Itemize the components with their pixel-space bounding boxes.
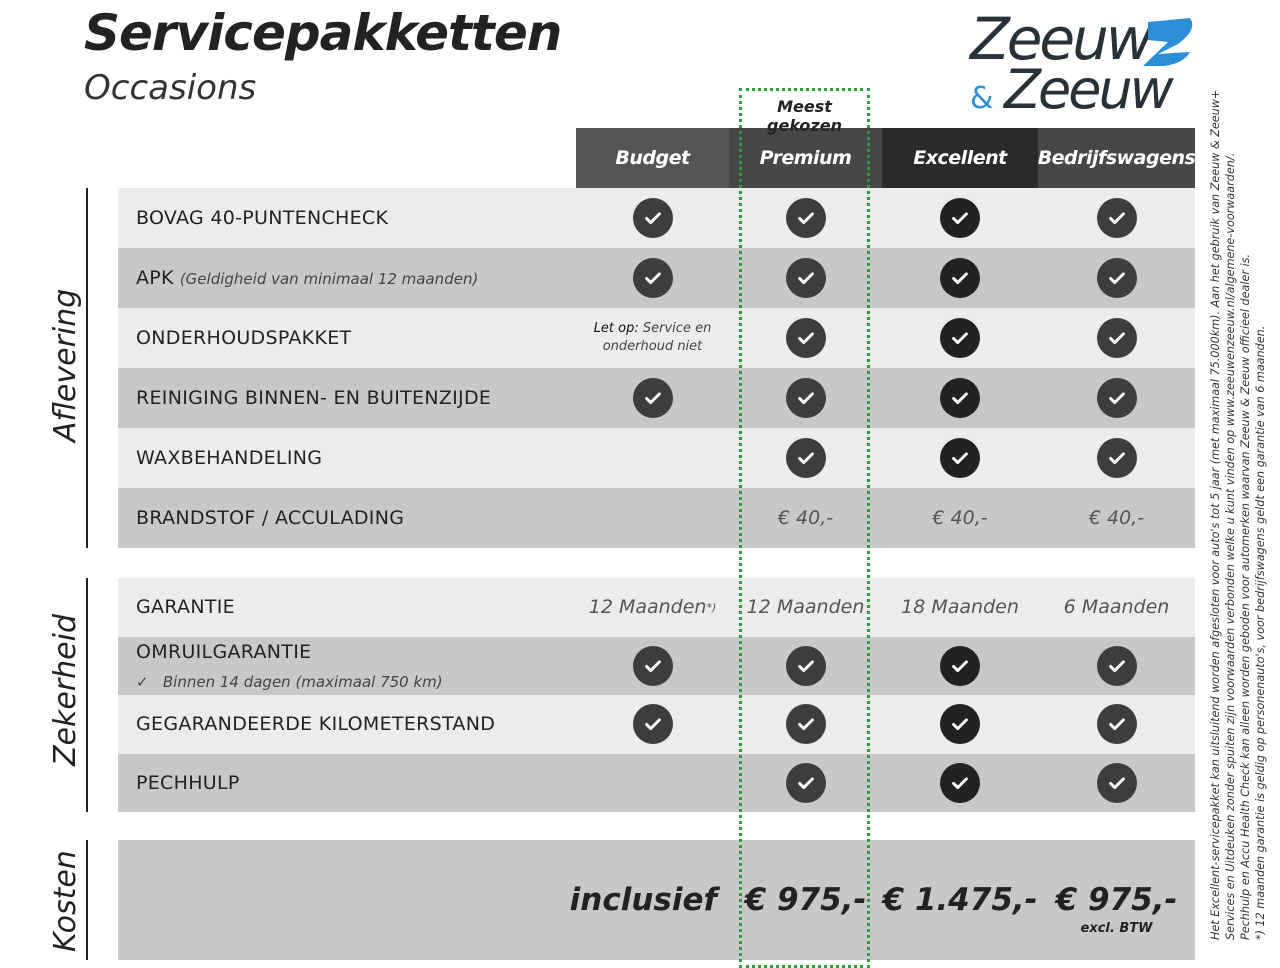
section-divider: [86, 188, 88, 548]
cell-value: € 40,-: [777, 507, 834, 529]
cell-bedrijfswagens: [1038, 637, 1195, 696]
check-icon: [633, 198, 673, 238]
cell-budget: [576, 488, 729, 548]
cell-budget: [576, 368, 729, 428]
cell-bedrijfswagens: [1038, 368, 1195, 428]
cell-value: 12 Maanden: [746, 596, 865, 619]
check-icon: [1097, 438, 1137, 478]
table-row: [118, 488, 1195, 548]
page-subtitle: Occasions: [84, 68, 257, 108]
cell-bedrijfswagens: [1038, 488, 1195, 548]
cell-budget: [576, 578, 729, 637]
row-note: (Geldigheid van minimaal 12 maanden): [179, 270, 479, 288]
cell-bedrijfswagens: [1038, 754, 1195, 813]
cell-bedrijfswagens: [1038, 248, 1195, 308]
check-icon: [940, 258, 980, 298]
footnote: Pechhulp en Accu Health Check kan alleen worden geboden voor automerken waarvan Zeeuw & Zeeuw officieel dealer is.: [1239, 253, 1252, 940]
cell-bedrijfswagens: [1038, 578, 1195, 637]
excl-btw-label: excl. BTW: [1080, 920, 1153, 936]
note-text: Service en onderhoud niet: [602, 321, 712, 354]
row-sub-note: [136, 673, 443, 691]
row-label: [136, 267, 478, 289]
cell-budget: [576, 637, 729, 696]
check-icon: [1097, 763, 1137, 803]
check-icon: [633, 704, 673, 744]
footnote: Services en Uitdeuken zonder spuiten zijn voorwaarden verbonden welke u kunt vinden op www.zeeuwenzeeuw.nl/algemene-voorwaarden/.: [1224, 152, 1237, 940]
price-budget: inclusief: [569, 882, 717, 918]
svg-text:Zeeuw: Zeeuw: [1004, 58, 1171, 114]
row-sub-text: Binnen 14 dagen (maximaal 750 km): [162, 672, 443, 691]
row-label-text: ONDERHOUDSPAKKET: [136, 327, 352, 349]
page-title: Servicepakketten: [84, 4, 562, 62]
check-icon: [1097, 704, 1137, 744]
kosten-row: [118, 840, 1195, 960]
column-budget: Budget: [576, 128, 729, 188]
cell-excellent: [882, 368, 1038, 428]
zeeuw-logo: [968, 4, 1198, 114]
table-row: [118, 428, 1195, 488]
price-excellent: € 1.475,-: [882, 882, 1038, 918]
table-row: [118, 308, 1195, 368]
row-label-text: GEGARANDEERDE KILOMETERSTAND: [136, 713, 496, 736]
check-icon: [1097, 258, 1137, 298]
table-row: [118, 368, 1195, 428]
row-label: [136, 387, 491, 409]
cell-value: 6 Maanden: [1063, 596, 1170, 619]
cell-value: 12 Maanden: [588, 596, 707, 619]
cell-value: € 40,-: [932, 507, 988, 529]
row-label-text: GARANTIE: [136, 596, 235, 619]
section-zekerheid-title: Zekerheid: [48, 613, 83, 766]
footnote: *) 12 maanden garantie is geldig op personenauto's, voor bedrijfswagens geldt een garantie van 6 maanden.: [1254, 325, 1267, 940]
section-divider: [86, 840, 88, 960]
check-icon: [940, 378, 980, 418]
row-label: [136, 507, 404, 529]
row-label-text: REINIGING BINNEN- EN BUITENZIJDE: [136, 387, 492, 409]
cell-excellent: [882, 637, 1038, 696]
price-bedrijfswagens: € 975,-: [1055, 882, 1178, 918]
note-bold: Let op:: [593, 321, 639, 336]
cell-budget: [576, 428, 729, 488]
cell-budget: [576, 188, 729, 248]
cell-bedrijfswagens: [1038, 428, 1195, 488]
cell-bedrijfswagens: [1038, 695, 1195, 754]
check-icon: [633, 378, 673, 418]
cell-value: € 40,-: [1088, 507, 1145, 529]
cell-bedrijfswagens: [1038, 188, 1195, 248]
check-icon: [1097, 318, 1137, 358]
cell-budget: [576, 248, 729, 308]
table-row: [118, 248, 1195, 308]
most-chosen-highlight: [739, 88, 870, 968]
row-label-text: BOVAG 40-PUNTENCHECK: [136, 207, 389, 229]
cell-excellent: [882, 308, 1038, 368]
row-label: [136, 447, 322, 469]
row-label: [136, 327, 351, 349]
cell-excellent: [882, 188, 1038, 248]
check-icon: [940, 198, 980, 238]
row-label-text: APK: [136, 267, 174, 289]
check-icon: [633, 646, 673, 686]
row-label: [136, 641, 311, 663]
cell-excellent: [882, 695, 1038, 754]
row-label-text: OMRUILGARANTIE: [136, 640, 312, 663]
cell-value: 18 Maanden: [901, 596, 1019, 619]
table-row: [118, 695, 1195, 754]
cell-excellent: [882, 488, 1038, 548]
table-row: [118, 637, 1195, 696]
cell-budget: [576, 695, 729, 754]
column-bedrijfswagens: Bedrijfswagens: [1038, 128, 1195, 188]
most-chosen-label: Meest gekozen: [767, 97, 842, 135]
check-icon: [940, 318, 980, 358]
column-excellent: Excellent: [882, 128, 1038, 188]
row-label-text: WAXBEHANDELING: [136, 447, 323, 469]
row-label: [136, 596, 235, 618]
row-label: [136, 713, 495, 735]
cell-excellent: [882, 428, 1038, 488]
row-label-text: BRANDSTOF / ACCULADING: [136, 507, 405, 529]
check-icon: [633, 258, 673, 298]
cell-bedrijfswagens: [1038, 308, 1195, 368]
row-label: [136, 207, 388, 229]
footnote: Het Excellent-servicepakket kan uitsluitend worden afgesloten voor auto's tot 5 jaar (met maximaal 75.000km). Aan het gebruik van Zeeuw & Zeeuw+: [1209, 89, 1222, 940]
check-icon: [940, 763, 980, 803]
cell-excellent: [882, 578, 1038, 637]
table-row: [118, 754, 1195, 813]
footnote-mark: *): [706, 600, 717, 614]
check-icon: [1097, 198, 1137, 238]
row-label: [136, 772, 240, 794]
cell-excellent: [882, 248, 1038, 308]
cell-budget: [576, 754, 729, 813]
table-row: [118, 188, 1195, 248]
price-premium: € 975,-: [744, 882, 867, 918]
check-icon: [1097, 646, 1137, 686]
check-icon: [940, 646, 980, 686]
cell-budget: [576, 308, 729, 368]
section-kosten-title: Kosten: [48, 850, 83, 952]
section-divider: [86, 578, 88, 812]
check-icon: [1097, 378, 1137, 418]
row-label-text: PECHHULP: [136, 771, 240, 794]
check-icon: [940, 438, 980, 478]
check-icon: [940, 704, 980, 744]
cell-excellent: [882, 754, 1038, 813]
section-aflevering-title: Aflevering: [48, 288, 83, 442]
check-mark-icon: ✓: [136, 672, 149, 691]
svg-text:Zeeuw: Zeeuw: [970, 5, 1151, 73]
svg-text:&: &: [970, 81, 994, 114]
footnotes: [1208, 90, 1268, 940]
table-row: [118, 578, 1195, 637]
column-premium: Premium: [729, 128, 882, 188]
